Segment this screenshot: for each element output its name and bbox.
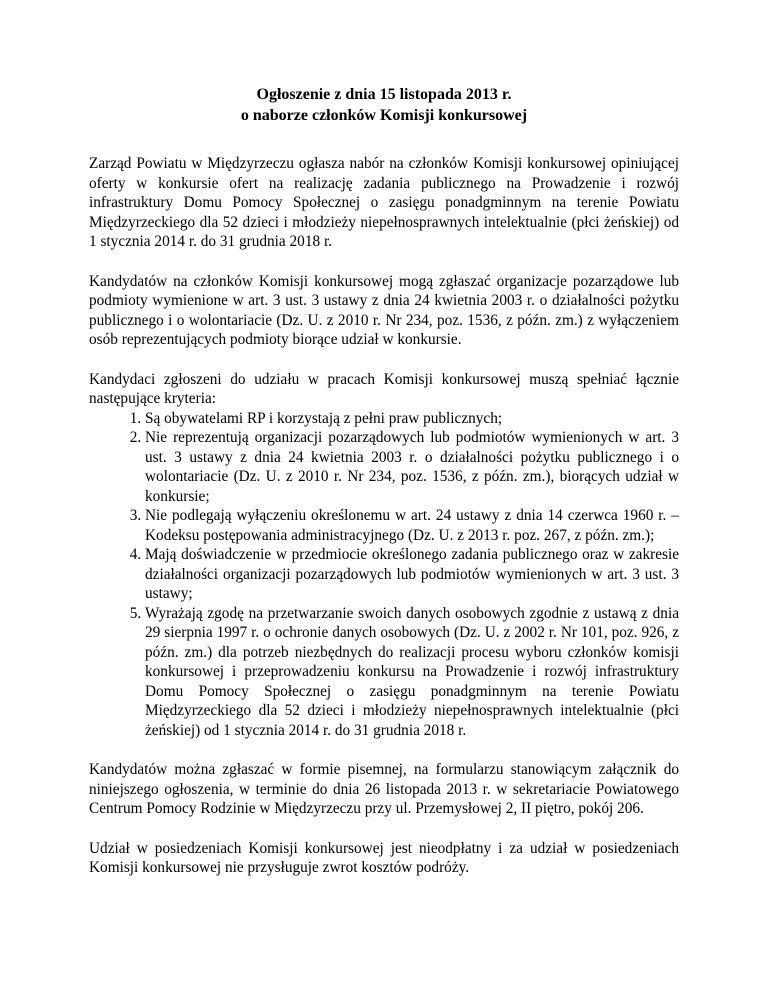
- title-line-2: o naborze członków Komisji konkursowej: [240, 107, 528, 124]
- paragraph-announcement: Zarząd Powiatu w Międzyrzeczu ogłasza nabór na członków Komisji konkursowej opiniującej oferty w konkursie ofert na realizację zadania publicznego na Prowadzenie i rozwój infrastruktury Domu Pomocy Społecznej o zasięgu ponadgminnym na terenie Powiatu Międzyrzeckiego dla 52 dzieci i młodzieży niepełnosprawnych intelektualnie (płci żeńskiej) od 1 stycznia 2014 r. do 31 grudnia 2018 r.: [89, 155, 679, 250]
- list-item: 5. Wyrażają zgodę na przetwarzanie swoich danych osobowych zgodnie z ustawą z dnia 29 sierpnia 1997 r. o ochronie danych osobowych (Dz. U. z 2002 r. Nr 101, poz. 926, z późn. zm.) dla potrzeb niezbędnych do realizacji procesu wyboru członków komisji konkursowej i przeprowadzeniu konkursu na Prowadzenie i rozwój infrastruktury Domu Pomocy Społecznej o zasięgu ponadgminnym na terenie Powiatu Międzyrzeckiego dla 52 dzieci i młodzieży niepełnosprawnych intelektualnie (płci żeńskiej) od 1 stycznia 2014 r. do 31 grudnia 2018 r.: [145, 604, 679, 741]
- document-title: [89, 84, 679, 126]
- document-page: [89, 84, 679, 898]
- paragraph-unpaid-participation: Udział w posiedzeniach Komisji konkursowej jest nieodpłatny i za udział w posiedzeniach Komisji konkursowej nie przysługuje zwrot kosztów podróży.: [89, 839, 679, 876]
- list-item: 1. Są obywatelami RP i korzystają z pełni praw publicznych;: [145, 409, 679, 429]
- criteria-intro: Kandydaci zgłoszeni do udziału w pracach Komisji konkursowej muszą spełniać łącznie następujące kryteria:: [89, 370, 679, 407]
- title-line-1: Ogłoszenie z dnia 15 listopada 2013 r.: [256, 86, 512, 103]
- list-item: 3. Nie podlegają wyłączeniu określonemu w art. 24 ustawy z dnia 14 czerwca 1960 r. – Kodeksu postępowania administracyjnego (Dz. U. z 2013 r. poz. 267, z późn. zm.);: [145, 506, 679, 545]
- criteria-list: [89, 409, 679, 741]
- paragraph-nominating-entities: Kandydatów na członków Komisji konkursowej mogą zgłaszać organizacje pozarządowe lub podmioty wymienione w art. 3 ust. 3 ustawy z dnia 24 kwietnia 2003 r. o działalności pożytku publicznego i o wolontariacie (Dz. U. z 2010 r. Nr 234, poz. 1536, z późn. zm.) z wyłączeniem osób reprezentujących podmioty biorące udział w konkursie.: [89, 272, 679, 348]
- list-item: 2. Nie reprezentują organizacji pozarządowych lub podmiotów wymienionych w art. 3 ust. 3 ustawy z dnia 24 kwietnia 2003 r. o działalności pożytku publicznego i o wolontariacie (Dz. U. z 2010 r. Nr 234, poz. 1536, z późn. zm.), biorących udział w konkursie;: [145, 428, 679, 506]
- paragraph-submission: Kandydatów można zgłaszać w formie pisemnej, na formularzu stanowiącym załącznik do niniejszego ogłoszenia, w terminie do dnia 26 listopada 2013 r. w sekretariacie Powiatowego Centrum Pomocy Rodzinie w Międzyrzeczu przy ul. Przemysłowej 2, II piętro, pokój 206.: [89, 761, 679, 817]
- criteria-section: [89, 370, 679, 741]
- list-item: 4. Mają doświadczenie w przedmiocie określonego zadania publicznego oraz w zakresie działalności organizacji pozarządowych lub podmiotów wymienionych w art. 3 ust. 3 ustawy;: [145, 545, 679, 604]
